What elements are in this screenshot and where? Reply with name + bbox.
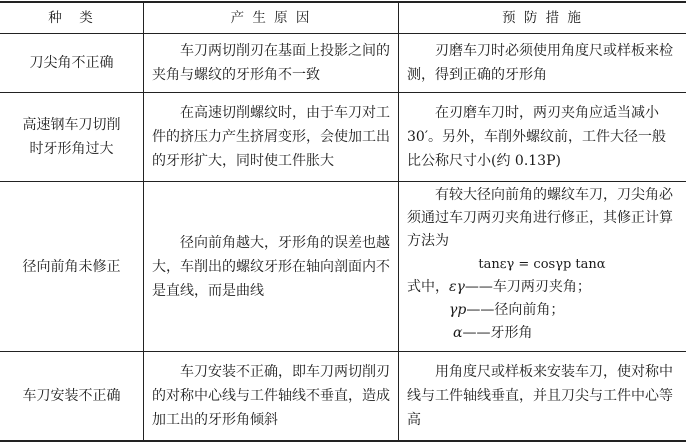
symbol-epsilon: εγ [449, 279, 465, 295]
tan-formula: tanεγ = cosγp tanα [478, 257, 606, 272]
row1-cause-text: 车刀两切削刃在基面上投影之间的夹角与螺纹的牙形角不一致 [152, 43, 390, 83]
row3-kind: 径向前角未修正 [22, 258, 121, 275]
row4-kind: 车刀安装不正确 [22, 388, 121, 404]
row4-prevention [407, 352, 677, 440]
table-bottom-rule [0, 440, 686, 442]
symbol-alpha: α [453, 325, 463, 341]
row2-kind-line2: 时牙形角过大 [29, 141, 114, 157]
header-cause: 产 生 原 因 [230, 9, 312, 26]
row1-kind: 刀尖角不正确 [29, 55, 114, 71]
definition-2-text: ——径向前角； [466, 302, 565, 318]
row1-prevention [407, 34, 677, 92]
row2-prevention-text: 在刃磨车刀时，两刃夹角应适当减小 30′。另外，车削外螺纹前，工件大径一般比公称尺寸小(约 0.13P) [407, 105, 666, 169]
definition-1-text: ——车刀两刃夹角； [464, 279, 591, 295]
row4-prevention-text: 用角度尺或样板来安装车刀，使对称中线与工件轴线垂直，并且刀尖与工件中心等高 [407, 364, 673, 428]
symbol-gamma: γp [449, 302, 467, 318]
definition-intro: 式中， [407, 279, 449, 295]
row2-kind [0, 93, 143, 181]
row4-cause-text: 车刀安装不正确，即车刀两切削刃的对称中心线与工件轴线不垂直，造成加工出的牙形角倾斜 [152, 364, 390, 428]
row2-prevention [407, 93, 677, 181]
definition-3-text: ——牙形角 [462, 325, 533, 341]
row2-cause-text: 在高速切削螺纹时，由于车刀对工件的挤压力产生挤屑变形，会使加工出的牙形扩大，同时使工件胀大 [152, 105, 390, 169]
row1-cause [152, 34, 392, 92]
row1-prevention-text: 刃磨车刀时必须使用角度尺或样板来检测，得到正确的牙形角 [407, 43, 673, 83]
row2-kind-line1: 高速钢车刀切削 [22, 117, 121, 133]
definition-line-1 [407, 276, 677, 299]
row2-cause [152, 93, 392, 181]
header-kind: 种 类 [48, 9, 95, 26]
row3-cause [152, 182, 392, 351]
column-rule [143, 1, 144, 442]
header-prevention: 预 防 措 施 [502, 9, 583, 26]
row3-prevention-text: 有较大径向前角的螺纹车刀，刀尖角必须通过车刀两刃夹角进行修正，其修正计算方法为 [407, 187, 673, 249]
row4-cause [152, 352, 392, 440]
column-rule [398, 1, 399, 442]
definition-line-3 [407, 322, 677, 345]
row3-cause-text: 径向前角越大，牙形角的误差也越大，车削出的螺纹牙形在轴向剖面内不是直线，而是曲线 [152, 234, 390, 299]
row3-prevention [407, 184, 677, 350]
definition-line-2 [407, 299, 677, 322]
